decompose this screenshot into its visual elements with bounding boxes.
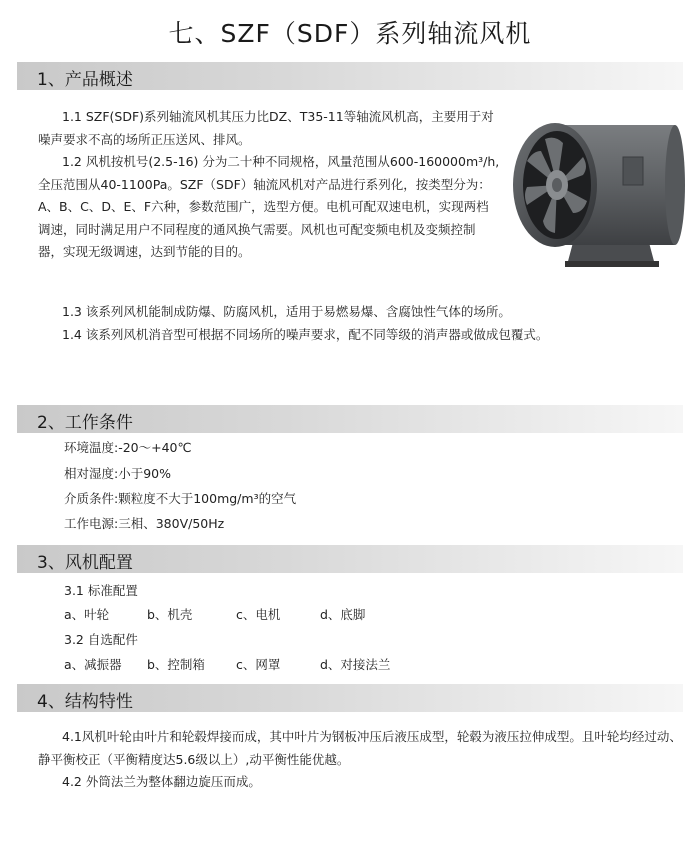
paragraph-1-1: 1.1 SZF(SDF)系列轴流风机其压力比DZ、T35-11等轴流风机高，主要用于对噪声要求不高的场所正压送风、排风。 [38,109,494,147]
section-4-heading: 4、结构特性 [37,692,133,712]
condition-power: 工作电源:三相、380V/50Hz [64,516,225,531]
section-1-body-wide [38,301,688,346]
optional-item-control-box: b、控制箱 [147,657,205,672]
condition-medium: 介质条件:颗粒度不大于100mg/m³的空气 [64,491,297,506]
paragraph-1-3: 1.3 该系列风机能制成防爆、防腐风机，适用于易燃易爆、含腐蚀性气体的场所。 [62,304,511,319]
standard-item-base: d、底脚 [320,607,366,622]
standard-item-impeller: a、叶轮 [64,607,110,622]
standard-item-motor: c、电机 [236,607,281,622]
condition-humidity: 相对湿度:小于90% [64,466,171,481]
page-title: 七、SZF（SDF）系列轴流风机 [168,19,532,48]
optional-item-damper: a、减振器 [64,657,122,672]
optional-item-flange: d、对接法兰 [320,657,391,672]
section-1-heading: 1、产品概述 [37,70,133,90]
optional-item-guard: c、网罩 [236,657,281,672]
paragraph-4-2: 4.2 外筒法兰为整体翻边旋压而成。 [62,774,261,789]
section-2-heading: 2、工作条件 [37,413,133,433]
optional-config-title: 3.2 自选配件 [64,632,138,647]
paragraph-1-4: 1.4 该系列风机消音型可根据不同场所的噪声要求，配不同等级的消声器或做成包覆式。 [62,326,549,342]
section-3-heading: 3、风机配置 [37,553,133,573]
section-4-body [38,726,688,794]
section-2-header [17,405,683,433]
section-3-header [17,545,683,573]
condition-temperature: 环境温度:-20～+40℃ [64,440,192,455]
axial-fan-image [505,105,685,270]
paragraph-1-2: 1.2 风机按机号(2.5-16) 分为二十种不同规格，风量范围从600-160000m³/h,全压范围从40-1100Pa。SZF（SDF）轴流风机对产品进行系列化，按类型分为：A、B、C、D、E、F六种，参数范围广，选型方便。电机可配双速电机，实现两档调速，同时满足用户不同程度的通风换气需要。风机也可配变频电机及变频控制器，实现无级调速，达到节能的目的。 [38,154,500,259]
section-1-body [38,106,500,264]
standard-config-title: 3.1 标准配置 [64,583,138,598]
section-1-header [17,62,683,90]
section-4-header [17,684,683,712]
paragraph-4-1: 4.1风机叶轮由叶片和轮毂焊接而成，其中叶片为钢板冲压后液压成型，轮毂为液压拉伸成型。且叶轮均经过动、静平衡校正（平衡精度达5.6级以上）,动平衡性能优越。 [38,729,682,767]
standard-item-casing: b、机壳 [147,607,193,622]
